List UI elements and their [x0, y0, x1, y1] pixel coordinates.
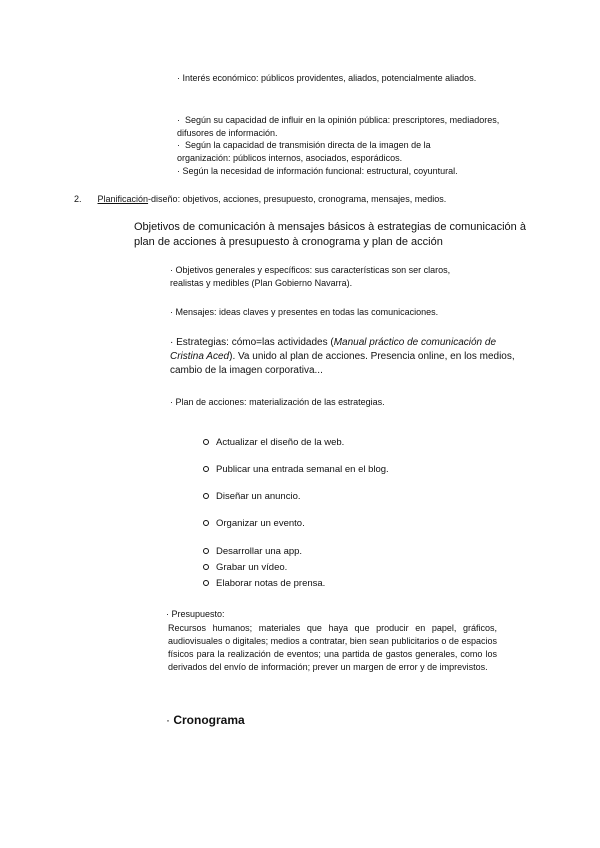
bullet: · [166, 609, 169, 619]
bullet: · [177, 115, 180, 125]
schedule-title: Cronograma [173, 713, 245, 727]
messages-paragraph [170, 306, 510, 319]
audience-economic [177, 72, 507, 85]
action-item [203, 577, 325, 590]
strategies-source-title: Manual práctico de comunicación de Cristina Aced [170, 337, 497, 362]
circle-bullet-icon [203, 439, 209, 445]
objectives-text: Objetivos generales y específicos: sus características son ser claros, realistas y medibles (Plan Gobierno Navarra). [170, 265, 451, 288]
budget-paragraph: Recursos humanos; materiales que haya que producir en papel, gráficos, audiovisuales o digitales; medios a contratar, bien sean publicitarios o de espacios físicos para la realización de eventos; una partida de gastos generales, como los derivados del envío de información; prever un margen de error y de imprevistos. [168, 623, 497, 672]
section-text: -diseño: objetivos, acciones, presupuesto, cronograma, mensajes, medios. [148, 194, 447, 204]
action-item-text: Actualizar el diseño de la web. [216, 437, 345, 448]
audience-economic-text: Interés económico: públicos providentes, aliados, potencialmente aliados. [182, 73, 477, 83]
action-plan-title [170, 396, 510, 409]
circle-bullet-icon [203, 520, 209, 526]
circle-bullet-icon [203, 580, 209, 586]
objectives-paragraph [170, 264, 486, 290]
messages-text: Mensajes: ideas claves y presentes en todas las comunicaciones. [175, 307, 439, 317]
circle-bullet-icon [203, 564, 209, 570]
action-item [203, 561, 287, 574]
budget-title [166, 608, 366, 621]
bullet: · [170, 397, 173, 407]
schedule-heading [166, 712, 366, 728]
budget-title-text: Presupuesto: [171, 609, 225, 619]
action-plan-title-text: Plan de acciones: materialización de las estrategias. [175, 397, 385, 407]
communication-flow: Objetivos de comunicación à mensajes básicos à estrategias de comunicación à plan de acciones à presupuesto à cronograma y plan de acción [134, 221, 526, 248]
bullet: · [170, 265, 173, 275]
audience-functional-text: Según la necesidad de información funcional: estructural, coyuntural. [182, 166, 458, 176]
audience-transmission-text: Según la capacidad de transmisión directa de la imagen de la organización: públicos internos, asociados, esporádicos. [177, 140, 431, 163]
action-item [203, 517, 305, 530]
audience-influence-text: Según su capacidad de influir en la opinión pública: prescriptores, mediadores, difusores de información. [177, 115, 500, 138]
action-item-text: Publicar una entrada semanal en el blog. [216, 464, 389, 475]
circle-bullet-icon [203, 493, 209, 499]
strategies-suffix: ). Va unido al plan de acciones. Presencia online, en los medios, cambio de la imagen corporativa... [170, 351, 515, 376]
circle-bullet-icon [203, 548, 209, 554]
action-item [203, 490, 301, 503]
bullet: · [177, 140, 180, 150]
circle-bullet-icon [203, 466, 209, 472]
action-item [203, 463, 389, 476]
audience-transmission [177, 139, 477, 165]
bullet: · [170, 337, 174, 348]
section-number: 2. [74, 194, 82, 204]
action-item [203, 545, 302, 558]
bullet: · [170, 307, 173, 317]
action-item [203, 436, 344, 449]
bullet: · [177, 73, 180, 83]
action-item-text: Diseñar un anuncio. [216, 491, 301, 502]
strategies-prefix: Estrategias: cómo=las actividades ( [176, 337, 334, 348]
bullet: · [177, 166, 180, 176]
action-item-text: Organizar un evento. [216, 518, 305, 529]
strategies-paragraph [170, 336, 526, 378]
section-2-heading [74, 193, 544, 206]
section-label: Planificación [97, 194, 149, 204]
action-item-text: Grabar un vídeo. [216, 562, 288, 573]
bullet: · [166, 713, 170, 727]
action-item-text: Desarrollar una app. [216, 546, 303, 557]
audience-functional [177, 165, 517, 178]
audience-influence [177, 114, 502, 140]
action-item-text: Elaborar notas de prensa. [216, 578, 326, 589]
